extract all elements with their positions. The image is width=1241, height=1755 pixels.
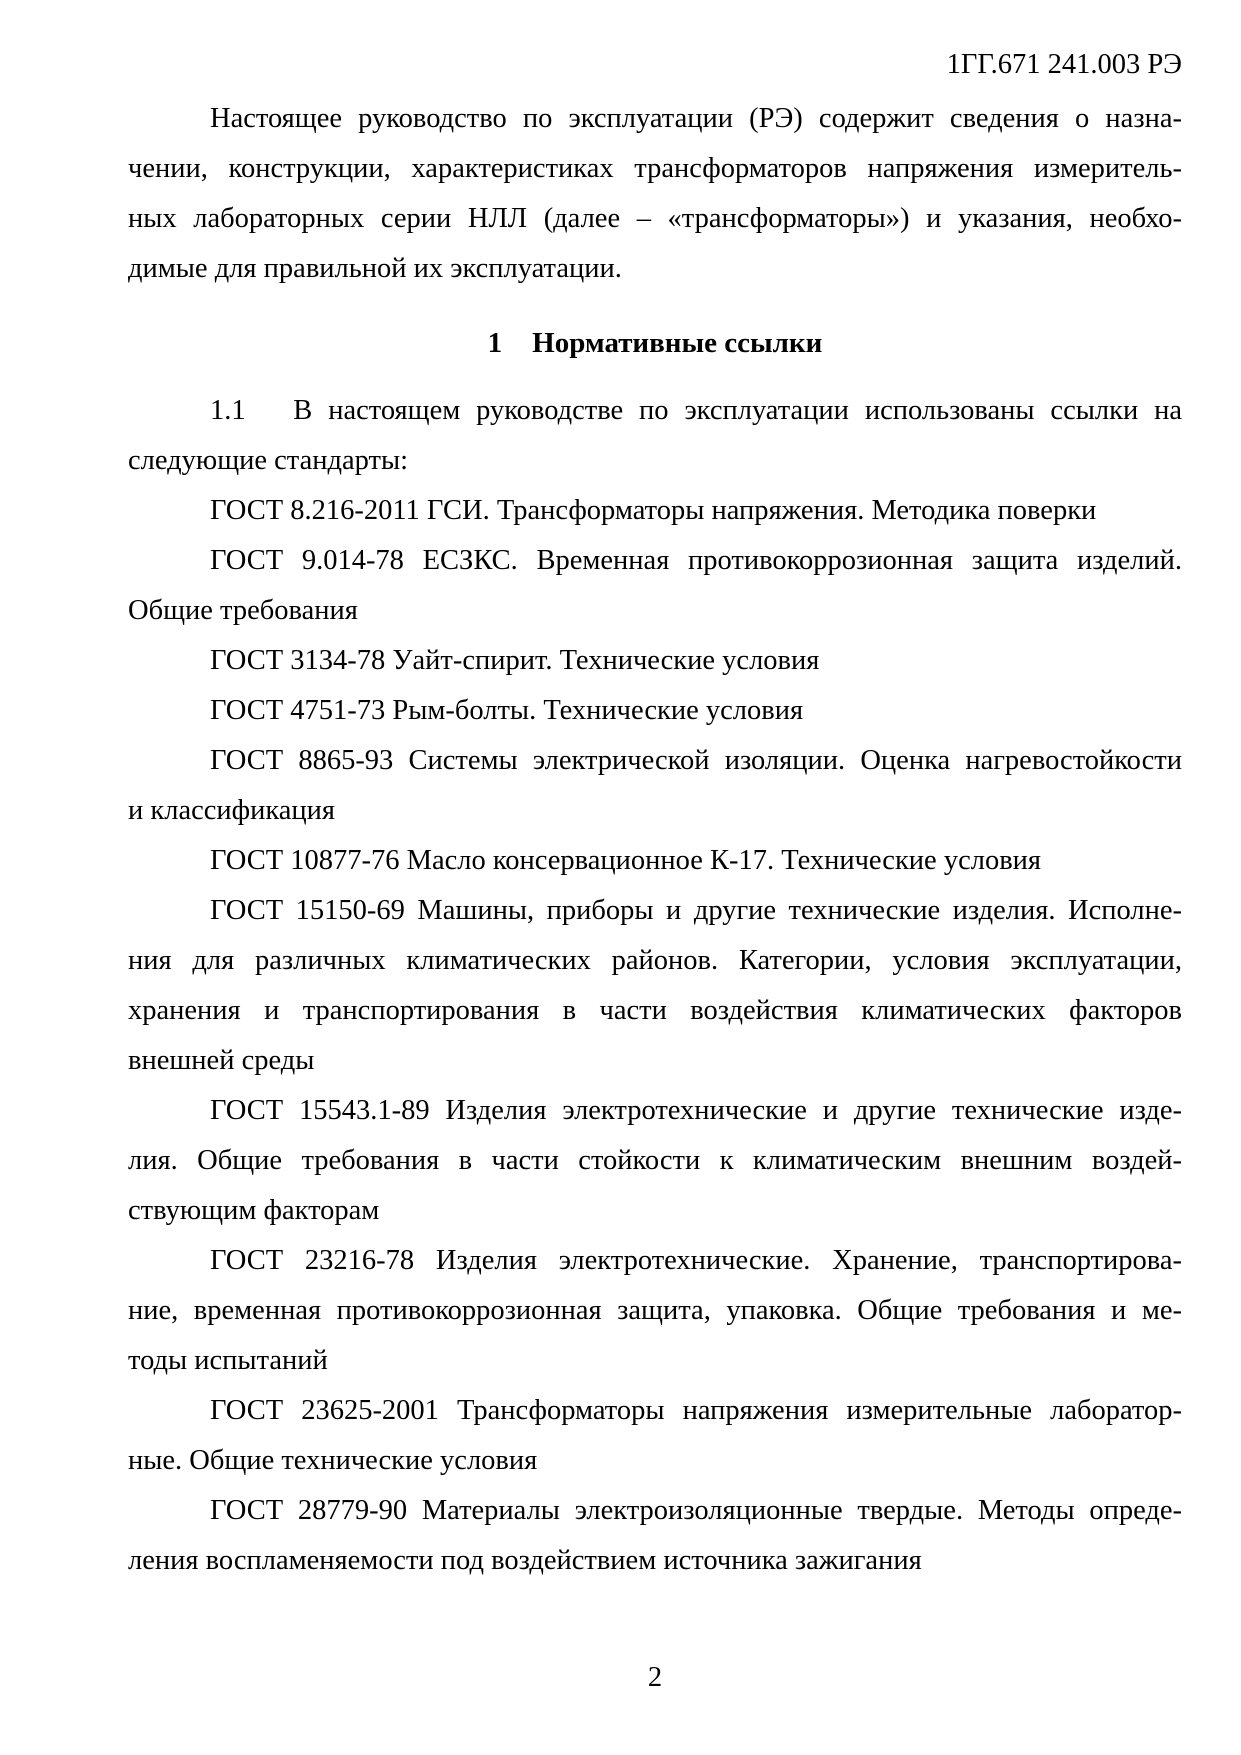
text-line: Общие требования xyxy=(128,595,358,626)
paragraph xyxy=(128,1386,1182,1486)
text-line: следующие стандарты: xyxy=(128,445,409,476)
text-line: ГОСТ 8865-93 Системы электрической изоляции. Оценка нагревостойкости xyxy=(210,745,1182,776)
section-title: Нормативные ссылки xyxy=(532,327,823,359)
document-body xyxy=(128,94,1182,1586)
text-line: внешней среды xyxy=(128,1045,315,1076)
text-line: Настоящее руководство по эксплуатации (РЭ) содержит сведения о назна- xyxy=(210,103,1182,134)
text-line: ные. Общие технические условия xyxy=(128,1445,538,1476)
paragraph xyxy=(128,886,1182,1086)
paragraph xyxy=(128,536,1182,636)
section-heading xyxy=(128,318,1182,368)
paragraph xyxy=(128,636,1182,686)
text-line: ние, временная противокоррозионная защита, упаковка. Общие требования и ме- xyxy=(128,1295,1182,1326)
text-line: ствующим факторам xyxy=(128,1195,380,1226)
text-line: 1.1 В настоящем руководстве по эксплуатации использованы ссылки на xyxy=(210,395,1182,426)
paragraph xyxy=(128,94,1182,294)
paragraph xyxy=(128,1086,1182,1236)
page-content xyxy=(128,0,1182,1586)
text-line: ния для различных климатических районов. Категории, условия эксплуатации, xyxy=(128,945,1182,976)
text-line: ГОСТ 4751-73 Рым-болты. Технические условия xyxy=(210,695,804,726)
paragraph xyxy=(128,1236,1182,1386)
text-line: ГОСТ 3134-78 Уайт-спирит. Технические условия xyxy=(210,645,820,676)
intro-section xyxy=(128,94,1182,294)
paragraph xyxy=(128,736,1182,836)
section-number: 1 xyxy=(487,327,503,359)
text-line: ГОСТ 15543.1-89 Изделия электротехнические и другие технические изде- xyxy=(210,1095,1182,1126)
text-line: ГОСТ 23625-2001 Трансформаторы напряжения измерительные лаборатор- xyxy=(210,1395,1182,1426)
text-line: димые для правильной их эксплуатации. xyxy=(128,253,622,284)
paragraph xyxy=(128,386,1182,486)
paragraph xyxy=(128,486,1182,536)
text-line: ГОСТ 10877-76 Масло консервационное К-17. Технические условия xyxy=(210,845,1042,876)
text-line: и классификация xyxy=(128,795,336,826)
text-line: ГОСТ 15150-69 Машины, приборы и другие технические изделия. Исполне- xyxy=(210,895,1182,926)
text-line: лия. Общие требования в части стойкости к климатическим внешним воздей- xyxy=(128,1145,1182,1176)
paragraph xyxy=(128,1486,1182,1586)
text-line: ГОСТ 9.014-78 ЕСЗКС. Временная противокоррозионная защита изделий. xyxy=(210,545,1182,576)
text-line: ГОСТ 28779-90 Материалы электроизоляционные твердые. Методы опреде- xyxy=(210,1495,1182,1526)
text-line: ных лабораторных серии НЛЛ (далее – «трансформаторы») и указания, необхо- xyxy=(128,203,1182,234)
paragraph xyxy=(128,686,1182,736)
text-line: ления воспламеняемости под воздействием источника зажигания xyxy=(128,1545,922,1576)
text-line: хранения и транспортирования в части воздействия климатических факторов xyxy=(128,995,1182,1026)
text-line: ГОСТ 8.216-2011 ГСИ. Трансформаторы напряжения. Методика поверки xyxy=(210,495,1097,526)
page-number: 2 xyxy=(647,1662,663,1693)
text-line: ГОСТ 23216-78 Изделия электротехнические. Хранение, транспортирова- xyxy=(210,1245,1182,1276)
standards-list-section xyxy=(128,386,1182,1586)
paragraph xyxy=(128,836,1182,886)
document-code: 1ГГ.671 241.003 РЭ xyxy=(946,49,1182,80)
text-line: тоды испытаний xyxy=(128,1345,328,1376)
text-line: чении, конструкции, характеристиках трансформаторов напряжения измеритель- xyxy=(128,153,1182,184)
